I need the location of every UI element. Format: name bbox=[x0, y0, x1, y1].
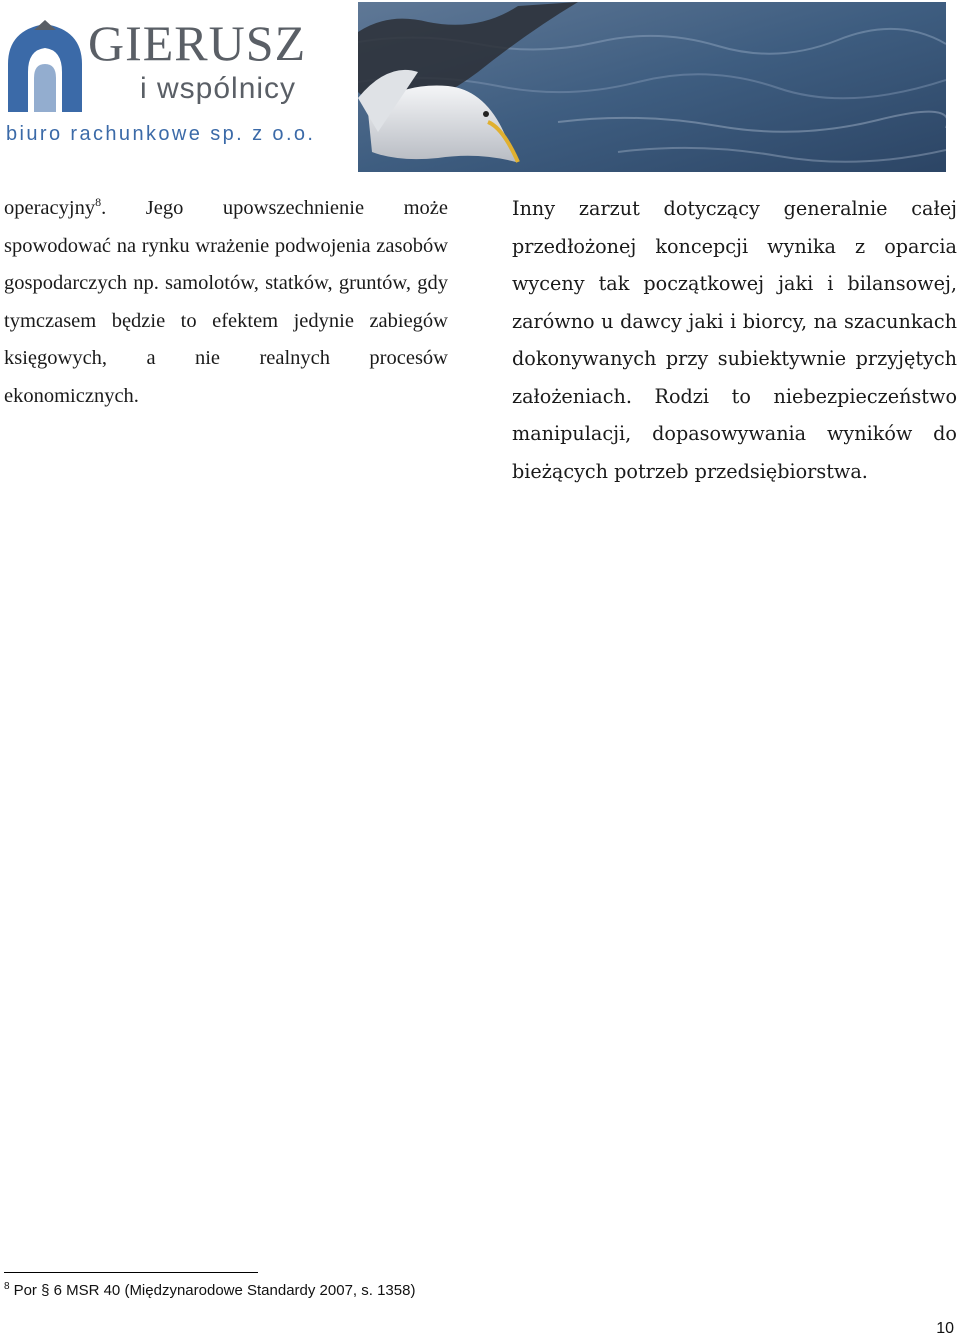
page-header bbox=[0, 0, 960, 178]
house-arch-logo-icon bbox=[4, 20, 86, 116]
footnote-reference[interactable]: 8 bbox=[95, 195, 102, 210]
page-number: 10 bbox=[936, 1320, 954, 1337]
left-text-start: operacyjny bbox=[4, 197, 96, 219]
footnote-text: Por § 6 MSR 40 (Międzynarodowe Standardy 2007, s. 1358) bbox=[13, 1282, 416, 1299]
footnote bbox=[4, 1282, 415, 1299]
logo-tagline: biuro rachunkowe sp. z o.o. bbox=[6, 123, 316, 145]
logo-subtitle: i wspólnicy bbox=[140, 72, 297, 105]
company-logo bbox=[4, 16, 334, 156]
text-column-right: Inny zarzut dotyczący generalnie całej przedłożonej koncepcji wynika z oparcia wyceny tak początkowej jaki i bilansowej, zarówno u dawcy jaki i biorcy, na szacunkach dokonywanych przy subiektywnie przyjętych założeniach. Rodzi to niebezpieczeństwo manipulacji, dopasowywania wyników do bieżących potrzeb przedsiębiorstwa. bbox=[512, 197, 957, 483]
left-text-rest: . Jego upowszechnienie może spowodować na rynku wrażenie podwojenia zasobów gospodarczych np. samolotów, statków, gruntów, gdy tymczasem będzie to efektem jedynie zabiegów księgowych, a nie realnych procesów ekonomicznych. bbox=[4, 197, 448, 407]
footnote-number: 8 bbox=[4, 1281, 10, 1292]
seagull-over-sea-image bbox=[358, 2, 946, 172]
seagull-banner bbox=[358, 2, 946, 172]
logo-company-name: GIERUSZ bbox=[88, 15, 307, 71]
footnote-separator bbox=[4, 1272, 258, 1273]
text-column-left bbox=[4, 190, 448, 415]
